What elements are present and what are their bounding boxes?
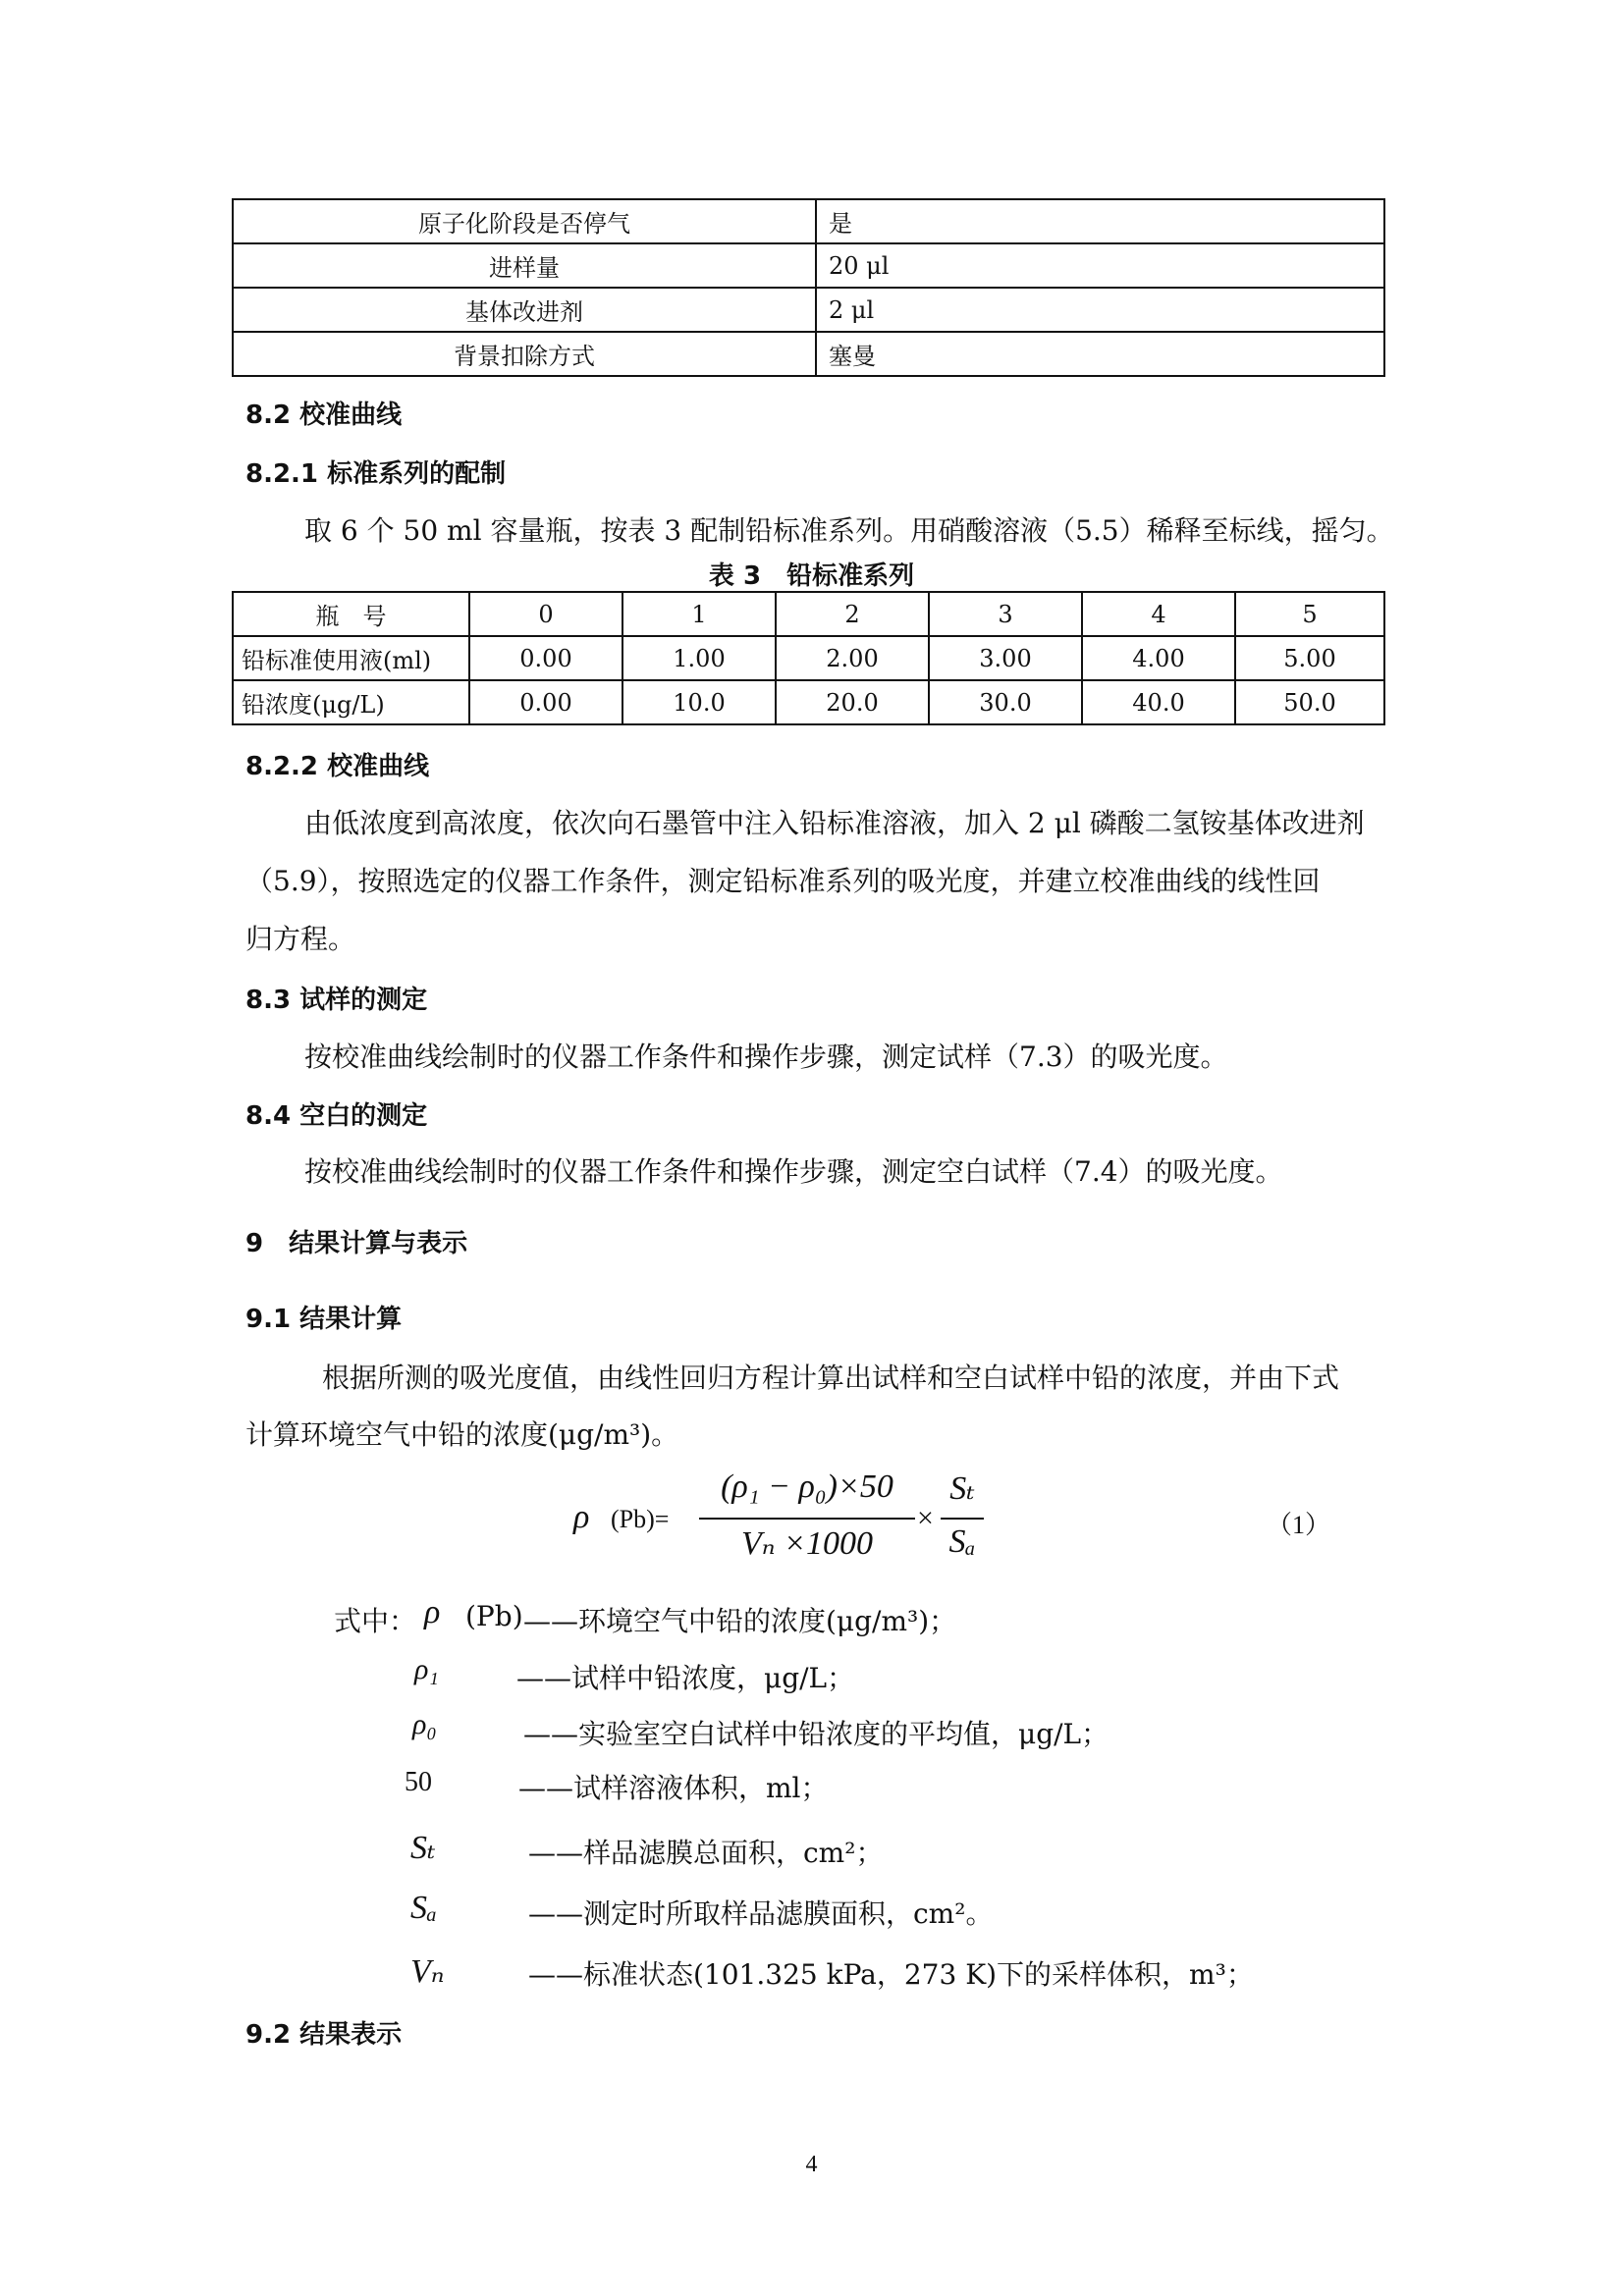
section-heading: 8.2.2 校准曲线 <box>245 752 430 781</box>
section-heading: 8.2 校准曲线 <box>245 400 403 430</box>
table-header-cell: 1 <box>622 592 776 636</box>
table-header-cell: 3 <box>929 592 1082 636</box>
formula-times: × <box>917 1502 934 1534</box>
lead-standard-series-table <box>232 591 1385 725</box>
formula-denominator: Vₙ ×1000 <box>741 1525 873 1562</box>
table-cell: 进样量 <box>233 243 816 288</box>
table-row <box>233 288 1384 332</box>
table-cell: 30.0 <box>929 680 1082 724</box>
table-cell: 20 μl <box>816 243 1384 288</box>
table-row <box>233 332 1384 376</box>
variable-description: ——标准状态(101.325 kPa，273 K)下的采样体积，m³； <box>528 1958 1254 1991</box>
page-number: 4 <box>805 2152 818 2177</box>
table-header-cell: 0 <box>469 592 622 636</box>
where-intro: 式中： <box>334 1605 417 1637</box>
table-row <box>233 243 1384 288</box>
table-cell: 0.00 <box>469 680 622 724</box>
section-heading: 8.4 空白的测定 <box>245 1101 428 1131</box>
table-row <box>233 199 1384 243</box>
equation-number: （1） <box>1267 1511 1331 1539</box>
paragraph-line: 计算环境空气中铅的浓度(μg/m³)。 <box>245 1418 679 1451</box>
formula-denominator: Sₐ <box>948 1523 976 1560</box>
paragraph: 按校准曲线绘制时的仪器工作条件和操作步骤，测定试样（7.3）的吸光度。 <box>304 1041 1228 1073</box>
table-cell: 铅浓度(μg/L) <box>233 680 469 724</box>
paragraph-line: 归方程。 <box>245 923 356 955</box>
paragraph-line: 由低浓度到高浓度，依次向石墨管中注入铅标准溶液，加入 2 μl 磷酸二氢铵基体改进剂 <box>304 807 1365 839</box>
table-cell: 1.00 <box>622 636 776 680</box>
table-header-cell: 4 <box>1082 592 1235 636</box>
variable-symbol: Sₐ <box>410 1890 437 1926</box>
table-cell: 10.0 <box>622 680 776 724</box>
fraction-bar <box>941 1518 984 1520</box>
variable-description: ——样品滤膜总面积，cm²； <box>528 1837 884 1869</box>
table-cell: 0.00 <box>469 636 622 680</box>
table-cell: 3.00 <box>929 636 1082 680</box>
formula-lhs-text: (Pb)= <box>611 1505 670 1533</box>
variable-symbol: ρ₁ <box>414 1653 439 1685</box>
formula-numerator: Sₜ <box>949 1470 975 1507</box>
variable-symbol: ρ₀ <box>412 1708 437 1740</box>
instrument-conditions-table <box>232 198 1385 377</box>
table-cell: 铅标准使用液(ml) <box>233 636 469 680</box>
variable-symbol: ρ <box>424 1594 441 1630</box>
paragraph-line: （5.9），按照选定的仪器工作条件，测定铅标准系列的吸光度，并建立校准曲线的线性回 <box>245 865 1321 897</box>
variable-symbol: Sₜ <box>410 1830 436 1866</box>
table-cell: 40.0 <box>1082 680 1235 724</box>
table-row <box>233 680 1384 724</box>
variable-description: ——实验室空白试样中铅浓度的平均值，μg/L； <box>523 1718 1109 1750</box>
table-header-cell: 瓶 号 <box>233 592 469 636</box>
variable-symbol-extra: (Pb) <box>465 1600 523 1632</box>
table-cell: 2.00 <box>776 636 929 680</box>
section-heading: 9.2 结果表示 <box>245 2020 403 2050</box>
variable-description: ——环境空气中铅的浓度(μg/m³)； <box>523 1605 957 1637</box>
table-cell: 塞曼 <box>816 332 1384 376</box>
variable-symbol: 50 <box>405 1767 432 1797</box>
table-row <box>233 636 1384 680</box>
table-header-cell: 2 <box>776 592 929 636</box>
paragraph: 取 6 个 50 ml 容量瓶，按表 3 配制铅标准系列。用硝酸溶液（5.5）稀释至标线，摇匀。 <box>304 514 1394 547</box>
paragraph: 按校准曲线绘制时的仪器工作条件和操作步骤，测定空白试样（7.4）的吸光度。 <box>304 1155 1283 1188</box>
table-cell: 4.00 <box>1082 636 1235 680</box>
table-cell: 原子化阶段是否停气 <box>233 199 816 243</box>
section-heading: 9.1 结果计算 <box>245 1305 403 1334</box>
variable-description: ——测定时所取样品滤膜面积，cm²。 <box>528 1897 994 1930</box>
section-heading: 9 结果计算与表示 <box>245 1229 468 1258</box>
table-cell: 5.00 <box>1235 636 1384 680</box>
table-cell: 50.0 <box>1235 680 1384 724</box>
section-heading: 8.2.1 标准系列的配制 <box>245 459 507 489</box>
table-cell: 20.0 <box>776 680 929 724</box>
variable-symbol: Vₙ <box>410 1953 445 1990</box>
formula-lhs-symbol: ρ <box>573 1499 590 1535</box>
variable-description: ——试样溶液体积，ml； <box>518 1772 829 1804</box>
paragraph-line: 根据所测的吸光度值，由线性回归方程计算出试样和空白试样中铅的浓度，并由下式 <box>322 1362 1340 1394</box>
variable-description: ——试样中铅浓度，μg/L； <box>516 1662 855 1694</box>
table-cell: 背景扣除方式 <box>233 332 816 376</box>
table-header-cell: 5 <box>1235 592 1384 636</box>
fraction-bar <box>699 1518 915 1520</box>
table-cell: 是 <box>816 199 1384 243</box>
section-heading: 8.3 试样的测定 <box>245 986 428 1015</box>
formula-numerator: (ρ₁ − ρ₀)×50 <box>721 1468 893 1505</box>
table-cell: 基体改进剂 <box>233 288 816 332</box>
table-caption: 表 3 铅标准系列 <box>708 561 915 591</box>
table-header-row <box>233 592 1384 636</box>
table-cell: 2 μl <box>816 288 1384 332</box>
